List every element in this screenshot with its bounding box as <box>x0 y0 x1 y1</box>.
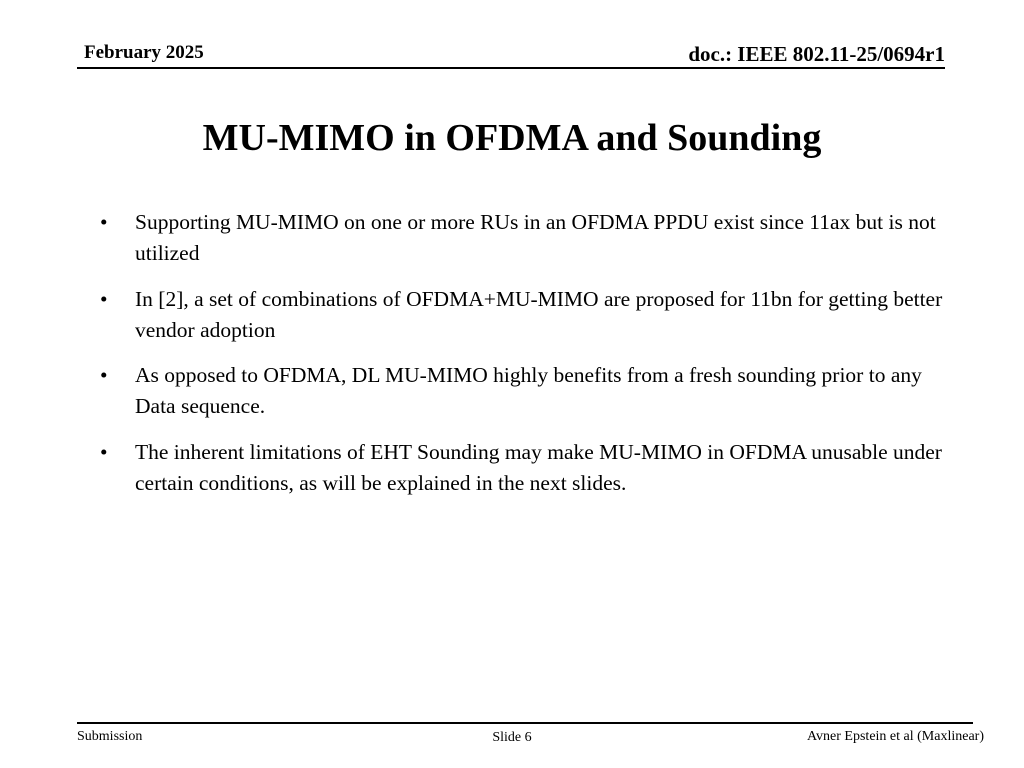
header-date: February 2025 <box>84 42 204 63</box>
bullet-dot-icon: • <box>100 363 108 387</box>
slide-title: MU-MIMO in OFDMA and Sounding <box>202 117 822 159</box>
bullet-text: Supporting MU-MIMO on one or more RUs in an OFDMA PPDU exist since 11ax but is not utilized <box>135 210 936 265</box>
footer-submission: Submission <box>77 729 143 744</box>
bullet-dot-icon: • <box>100 439 108 464</box>
footer-authors: Avner Epstein et al (Maxlinear) <box>806 729 984 744</box>
bullet-item <box>100 360 960 422</box>
bullet-dot-icon: • <box>100 286 108 311</box>
bullet-item <box>100 284 960 346</box>
bullet-item <box>100 437 960 499</box>
bullet-text: As opposed to OFDMA, DL MU-MIMO highly benefits from a fresh sounding prior to any Data sequence. <box>135 363 922 418</box>
header-divider <box>77 67 945 69</box>
footer-divider <box>77 722 973 724</box>
bullet-dot-icon: • <box>100 210 108 234</box>
bullet-list <box>100 207 960 513</box>
bullet-text: The inherent limitations of EHT Sounding may make MU-MIMO in OFDMA unusable under certain conditions, as will be explained in the next slides. <box>135 439 942 495</box>
header-doc-id: doc.: IEEE 802.11-25/0694r1 <box>688 42 945 66</box>
bullet-item <box>100 207 960 269</box>
bullet-text: In [2], a set of combinations of OFDMA+MU-MIMO are proposed for 11bn for getting better vendor adoption <box>135 286 943 342</box>
footer-slide-number: Slide 6 <box>492 730 532 745</box>
